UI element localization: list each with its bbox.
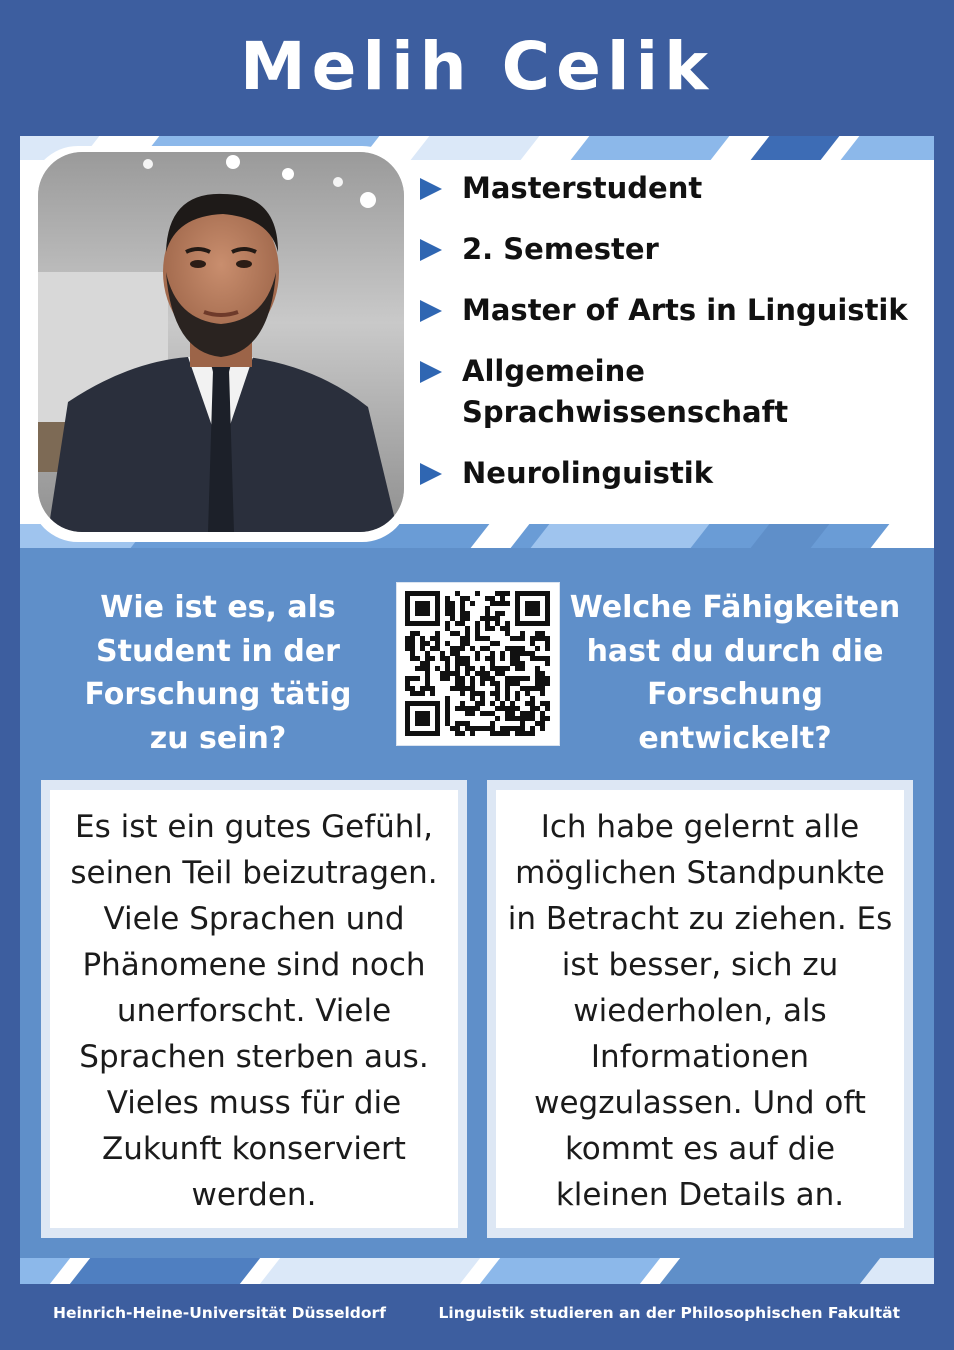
question-left: Wie ist es, als Student in der Forschung tätig zu sein?: [84, 590, 352, 756]
triangle-bullet-icon: [420, 300, 442, 322]
fact-item: Master of Arts in Linguistik: [420, 290, 920, 331]
fact-list: [420, 168, 920, 514]
stripe-band-bottom: [20, 1258, 934, 1284]
triangle-bullet-icon: [420, 178, 442, 200]
qr-code-icon[interactable]: [396, 582, 560, 746]
answer-left: Es ist ein gutes Gefühl, seinen Teil beizutragen. Viele Sprachen und Phänomene sind noch unerforscht. Viele Sprachen sterben aus. Vieles muss für die Zukunft konserviert werden.: [70, 809, 438, 1213]
answer-box-left: [41, 780, 467, 1238]
poster-title: Melih Celik: [240, 28, 714, 105]
fact-item: Allgemeine Sprachwissenschaft: [420, 351, 920, 433]
fact-item: Masterstudent: [420, 168, 920, 209]
fact-item: Neurolinguistik: [420, 453, 920, 494]
answer-box-right: [487, 780, 913, 1238]
triangle-bullet-icon: [420, 239, 442, 261]
triangle-bullet-icon: [420, 463, 442, 485]
fact-item: 2. Semester: [420, 229, 920, 270]
footer-university: Heinrich-Heine-Universität Düsseldorf: [53, 1304, 386, 1322]
footer-faculty: Linguistik studieren an der Philosophischen Fakultät: [438, 1304, 900, 1322]
portrait-photo: [38, 152, 404, 532]
question-right: Welche Fähigkeiten hast du durch die Forschung entwickelt?: [569, 590, 901, 756]
answer-right: Ich habe gelernt alle möglichen Standpunkte in Betracht zu ziehen. Es ist besser, sich zu wiederholen, als Informationen wegzulassen. Und oft kommt es auf die kleinen Details an.: [507, 809, 893, 1213]
triangle-bullet-icon: [420, 361, 442, 383]
